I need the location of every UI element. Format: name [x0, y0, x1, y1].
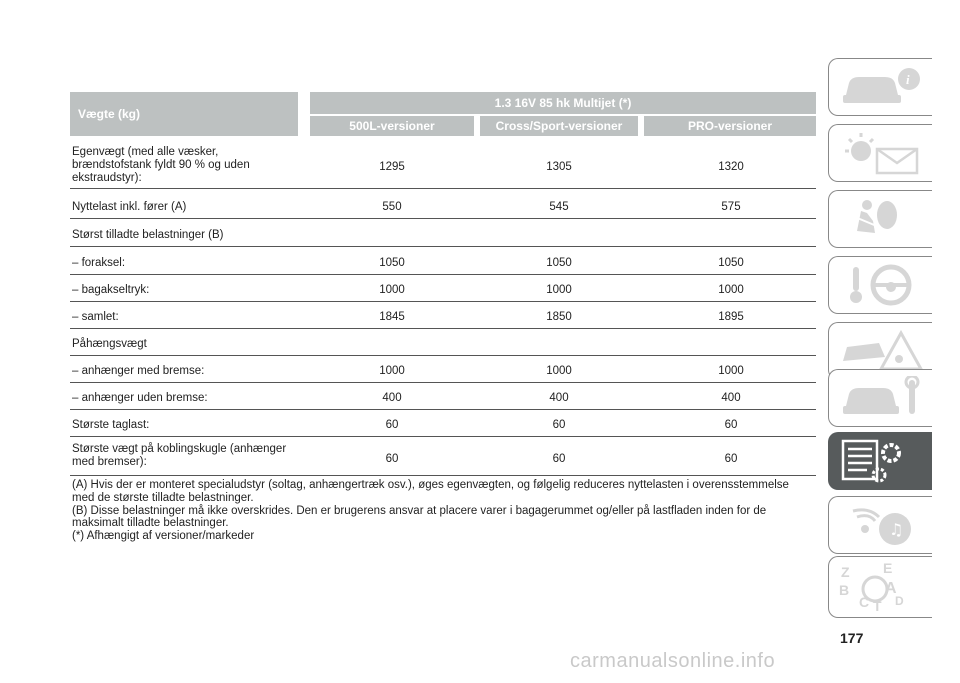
row-value: 1000	[546, 365, 572, 377]
table-header	[70, 92, 816, 136]
svg-text:Z: Z	[841, 564, 850, 580]
row-value: 1320	[718, 161, 744, 173]
maintenance-icon	[839, 376, 929, 420]
row-value: 400	[721, 392, 741, 404]
table-row	[70, 383, 816, 410]
row-label: Egenvægt (med alle væsker, brændstofstank fyldt 90 % og uden ekstraudstyr):	[72, 146, 250, 184]
table-row	[70, 356, 816, 383]
row-value: 1000	[718, 284, 744, 296]
row-label: Størst tilladte belastninger (B)	[72, 229, 224, 241]
row-value: 1000	[379, 284, 405, 296]
tab-starting-driving[interactable]	[828, 256, 932, 314]
index-icon	[839, 563, 929, 613]
row-label: – anhænger med bremse:	[72, 365, 205, 377]
page-number: 177	[840, 630, 864, 646]
table-row	[70, 192, 816, 219]
emergency-icon	[839, 329, 929, 373]
table-row	[70, 142, 816, 189]
table-row	[70, 275, 816, 302]
svg-text:A: A	[885, 580, 897, 597]
row-value: 550	[382, 201, 402, 213]
row-label: Nyttelast inkl. fører (A)	[72, 201, 187, 213]
technical-data-icon	[839, 439, 929, 483]
tab-warning-lights[interactable]	[828, 124, 932, 182]
warning-lights-icon	[839, 131, 929, 175]
row-value: 60	[552, 453, 566, 465]
svg-text:D: D	[895, 594, 904, 608]
safety-airbag-icon	[839, 197, 929, 241]
multimedia-icon	[839, 503, 929, 547]
row-label: Største vægt på koblingskugle (anhænger med bremser):	[72, 443, 287, 468]
watermark: carmanualsonline.info	[570, 650, 776, 672]
tab-technical-data[interactable]	[828, 432, 932, 490]
table-row	[70, 329, 816, 356]
row-label: Påhængsvægt	[72, 338, 147, 350]
variant-header-pro: PRO-versioner	[644, 116, 816, 136]
table-row	[70, 410, 816, 437]
footnote-a: (A) Hvis der er monteret specialudstyr (soltag, anhængertræk osv.), øges egenvægten, og følgelig reduceres nyttelasten i overensstemmelse med de største tilladte belastninger.	[72, 479, 789, 504]
row-value: 1050	[379, 257, 405, 269]
row-value: 60	[724, 453, 738, 465]
variant-header-500l: 500L-versioner	[310, 116, 474, 136]
row-value: 575	[721, 201, 741, 213]
row-value: 1050	[718, 257, 744, 269]
row-label: Største taglast:	[72, 419, 150, 431]
row-value: 1050	[546, 257, 572, 269]
row-value: 60	[385, 453, 399, 465]
tab-maintenance[interactable]	[828, 369, 932, 427]
svg-text:C: C	[859, 594, 870, 610]
row-value: 1000	[718, 365, 744, 377]
row-value: 60	[385, 419, 399, 431]
svg-text:T: T	[873, 598, 882, 613]
tab-car-info[interactable]	[828, 58, 932, 116]
row-value: 1305	[546, 161, 572, 173]
row-label: – foraksel:	[72, 257, 126, 269]
tab-index[interactable]	[828, 556, 932, 618]
car-info-icon	[839, 65, 929, 109]
row-value: 1000	[379, 365, 405, 377]
tab-safety[interactable]	[828, 190, 932, 248]
variant-header-cross-sport: Cross/Sport-versioner	[480, 116, 638, 136]
key-steering-wheel-icon	[839, 263, 929, 307]
table-row	[70, 437, 816, 476]
row-value: 1845	[379, 311, 405, 323]
row-label: – bagakseltryk:	[72, 284, 150, 296]
row-value: 400	[382, 392, 402, 404]
table-row	[70, 302, 816, 329]
row-value: 1000	[546, 284, 572, 296]
table-row	[70, 248, 816, 275]
row-value: 60	[552, 419, 566, 431]
row-value: 60	[724, 419, 738, 431]
row-value: 400	[549, 392, 569, 404]
row-label: – anhænger uden bremse:	[72, 392, 208, 404]
row-label: – samlet:	[72, 311, 119, 323]
footnote-b: (B) Disse belastninger må ikke overskrides. Den er brugerens ansvar at placere varer i bagagerummet og/eller på lastfladen inden for de maksimalt tilladte belastninger.	[72, 504, 767, 530]
row-value: 1295	[379, 161, 405, 173]
row-value: 1895	[718, 311, 744, 323]
weights-header: Vægte (kg)	[70, 92, 298, 136]
row-value: 545	[549, 201, 569, 213]
row-value: 1850	[546, 311, 572, 323]
footnote-star: (*) Afhængigt af versioner/markeder	[72, 530, 255, 543]
svg-text:B: B	[839, 582, 850, 598]
svg-text:i: i	[906, 72, 910, 87]
svg-text:♫: ♫	[889, 520, 904, 539]
footnotes	[72, 479, 812, 543]
tab-multimedia[interactable]	[828, 496, 932, 554]
engine-header: 1.3 16V 85 hk Multijet (*)	[310, 92, 816, 114]
table-row	[70, 220, 816, 247]
svg-text:E: E	[883, 563, 893, 576]
